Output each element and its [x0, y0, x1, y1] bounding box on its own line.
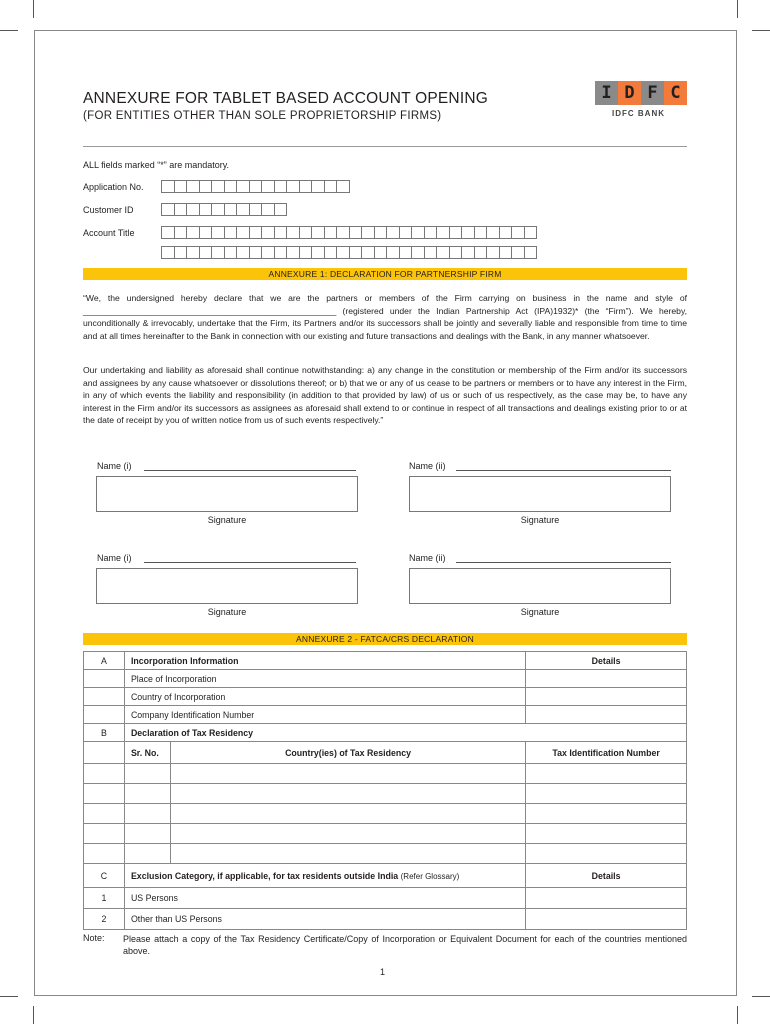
- table-row: [84, 652, 687, 670]
- country-cell[interactable]: [170, 824, 525, 844]
- crop-mark: [33, 1006, 34, 1024]
- country-cell[interactable]: [170, 764, 525, 784]
- col-header-sr: Sr. No.: [124, 742, 170, 764]
- application-no-label: Application No.: [83, 182, 144, 192]
- section-title: Exclusion Category, if applicable, for tax residents outside India: [130, 870, 399, 881]
- country-cell[interactable]: [170, 844, 525, 864]
- logo-letter: F: [641, 81, 664, 105]
- sr-cell[interactable]: [124, 764, 170, 784]
- row-number: 2: [84, 909, 125, 930]
- col-header-tin: Tax Identification Number: [526, 742, 687, 764]
- name-ii-label: Name (ii): [409, 461, 446, 471]
- details-header: Details: [526, 652, 687, 670]
- country-cell[interactable]: [170, 804, 525, 824]
- glossary-reference: (Refer Glossary): [400, 871, 460, 881]
- table-row: [84, 784, 687, 804]
- country-cell[interactable]: [170, 784, 525, 804]
- tin-cell[interactable]: [526, 824, 687, 844]
- tin-cell[interactable]: [526, 784, 687, 804]
- mandatory-note: ALL fields marked “*” are mandatory.: [83, 160, 230, 170]
- table-row: [84, 742, 687, 764]
- detail-cell[interactable]: [526, 670, 687, 688]
- logo-letter: C: [664, 81, 687, 105]
- table-row: [84, 688, 687, 706]
- signature-box[interactable]: [96, 476, 358, 512]
- row-label: US Persons: [124, 888, 525, 909]
- detail-cell[interactable]: [526, 888, 687, 909]
- note-label: Note:: [83, 933, 105, 943]
- table-row: [84, 706, 687, 724]
- sr-cell[interactable]: [124, 844, 170, 864]
- section-letter: C: [84, 864, 125, 888]
- section-title: Declaration of Tax Residency: [124, 724, 686, 742]
- page-number: 1: [380, 967, 386, 977]
- detail-cell[interactable]: [526, 688, 687, 706]
- signature-box[interactable]: [409, 568, 671, 604]
- sr-cell[interactable]: [124, 804, 170, 824]
- application-no-input[interactable]: [161, 180, 349, 193]
- row-number: 1: [84, 888, 125, 909]
- row-label: Country of Incorporation: [124, 688, 525, 706]
- signature-caption: Signature: [207, 515, 247, 525]
- table-row: [84, 909, 687, 930]
- tin-cell[interactable]: [526, 764, 687, 784]
- section-title: Incorporation Information: [124, 652, 525, 670]
- crop-mark: [752, 996, 770, 997]
- signature-caption: Signature: [520, 607, 560, 617]
- sr-cell[interactable]: [124, 824, 170, 844]
- name-i-input[interactable]: [144, 470, 356, 471]
- crop-mark: [737, 0, 738, 18]
- signature-box[interactable]: [96, 568, 358, 604]
- signature-caption: Signature: [207, 607, 247, 617]
- name-ii-label: Name (ii): [409, 553, 446, 563]
- name-ii-input[interactable]: [456, 562, 671, 563]
- row-label: Place of Incorporation: [124, 670, 525, 688]
- section-letter: B: [84, 724, 125, 742]
- table-row: [84, 724, 687, 742]
- detail-cell[interactable]: [526, 909, 687, 930]
- name-i-input[interactable]: [144, 562, 356, 563]
- signature-box[interactable]: [409, 476, 671, 512]
- idfc-logo: [595, 81, 687, 105]
- sr-cell[interactable]: [124, 784, 170, 804]
- name-ii-input[interactable]: [456, 470, 671, 471]
- header-divider: [83, 146, 687, 147]
- details-header: Details: [526, 864, 687, 888]
- table-row: [84, 844, 687, 864]
- annexure2-heading: ANNEXURE 2 - FATCA/CRS DECLARATION: [83, 633, 687, 645]
- customer-id-label: Customer ID: [83, 205, 134, 215]
- row-label: Other than US Persons: [124, 909, 525, 930]
- crop-mark: [33, 0, 34, 18]
- table-row: [84, 888, 687, 909]
- note-text: Please attach a copy of the Tax Residency Certificate/Copy of Incorporation or Equivalent Document for each of the countries mentioned above.: [123, 934, 687, 956]
- section-letter: A: [84, 652, 125, 670]
- crop-mark: [0, 996, 18, 997]
- declaration-para-1: “We, the undersigned hereby declare that we are the partners or members of the Firm carrying on business in the name and style of _____________________________________________________ (registered under the Indian Partnership Act (IPA)1932)* (the “Firm”). We hereby, unconditionally & irrevocably, undertake that the Firm, its Partners and/or its successors shall be jointly and severally liable and responsible from time to time and at all times hereinafter to the Bank in connection with our existing and future transactions and dealings with the Bank, in any manner whatsoever.: [83, 293, 687, 341]
- col-header-country: Country(ies) of Tax Residency: [170, 742, 525, 764]
- account-title-input-line2[interactable]: [161, 246, 536, 259]
- name-i-label: Name (i): [97, 461, 132, 471]
- fatca-table: [83, 651, 687, 930]
- row-label: Company Identification Number: [124, 706, 525, 724]
- tin-cell[interactable]: [526, 804, 687, 824]
- page-subtitle: (FOR ENTITIES OTHER THAN SOLE PROPRIETORSHIP FIRMS): [83, 110, 442, 122]
- name-i-label: Name (i): [97, 553, 132, 563]
- table-row: [84, 764, 687, 784]
- table-row: [84, 824, 687, 844]
- declaration-para-2: Our undertaking and liability as aforesaid shall continue notwithstanding: a) any change in the constitution or membership of the Firm and/or its successors and assignees by any cause whatsoever or dissolutions thereof; or b) that we or any of us cease to be partners or members or to have any interest in the Firm, in any of which events the liability and responsibility (in addition to that provided by law) of us or such of us respectively, as the case may be, to have any interest in the Firm and/or its successors as assignees as aforesaid shall extend to or continue in respect of all transactions and dealings existing prior to or at the date of receipt by you of written notice from us of such events respectively.”: [83, 365, 687, 426]
- logo-letter: I: [595, 81, 618, 105]
- page-title: ANNEXURE FOR TABLET BASED ACCOUNT OPENING: [83, 90, 488, 107]
- table-row: [84, 864, 687, 888]
- annexure1-heading: ANNEXURE 1: DECLARATION FOR PARTNERSHIP FIRM: [83, 268, 687, 280]
- tin-cell[interactable]: [526, 844, 687, 864]
- table-row: [84, 670, 687, 688]
- account-title-input[interactable]: [161, 226, 536, 239]
- crop-mark: [0, 30, 18, 31]
- signature-caption: Signature: [520, 515, 560, 525]
- detail-cell[interactable]: [526, 706, 687, 724]
- crop-mark: [752, 30, 770, 31]
- customer-id-input[interactable]: [161, 203, 286, 216]
- account-title-label: Account Title: [83, 228, 135, 238]
- logo-subtext: IDFC BANK: [612, 109, 665, 118]
- logo-letter: D: [618, 81, 641, 105]
- table-row: [84, 804, 687, 824]
- crop-mark: [737, 1006, 738, 1024]
